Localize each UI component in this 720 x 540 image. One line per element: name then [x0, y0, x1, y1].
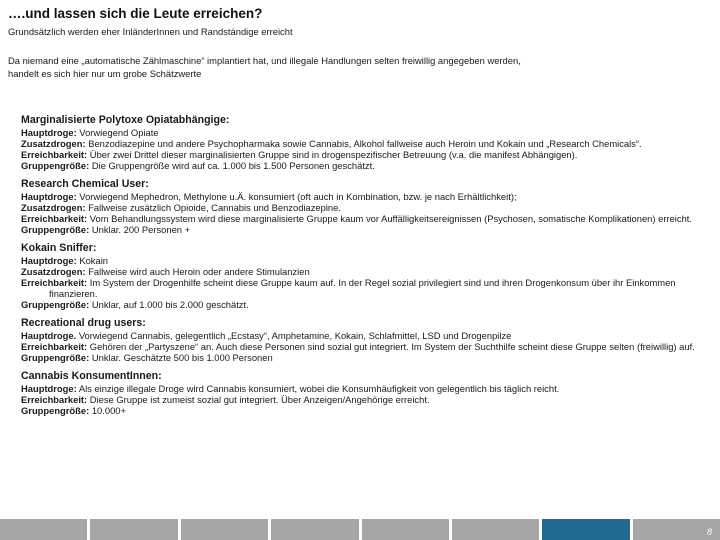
group-research-chemical-users — [21, 177, 711, 235]
line-text: Unklar, auf 1.000 bis 2.000 geschätzt. — [89, 299, 249, 310]
group-cocaine-sniffers — [21, 241, 711, 310]
line-label: Erreichbarkeit: — [21, 341, 88, 352]
group-cannabis-users — [21, 369, 711, 416]
line-text: Vorwiegend Cannabis, gelegentlich „Ecstasy“, Amphetamine, Kokain, Schlafmittel, LSD und Drogenpilze — [76, 330, 512, 341]
intro-text — [8, 54, 698, 80]
line-text: Fallweise zusätzlich Opioide, Cannabis und Benzodiazepine. — [85, 202, 341, 213]
group-line — [21, 341, 711, 352]
group-line — [21, 202, 711, 213]
line-text: Vorwiegend Mephedron, Methylone u.Ä. konsumiert (oft auch in Kombination, bzw. je nach Erhältlichkeit); — [76, 191, 517, 202]
group-line — [21, 383, 711, 394]
line-label: Hauptdroge. — [21, 330, 77, 341]
group-line — [21, 330, 711, 341]
line-text: Diese Gruppe ist zumeist sozial gut integriert. Über Anzeigen/Angehörige erreicht. — [87, 394, 430, 405]
group-line — [21, 127, 711, 138]
group-line — [21, 191, 711, 202]
group-heading: Marginalisierte Polytoxe Opiatabhängige: — [21, 114, 230, 126]
line-label: Gruppengröße: — [21, 352, 90, 363]
line-label: Hauptdroge: — [21, 127, 77, 138]
footer-segment-active — [542, 519, 629, 540]
user-groups — [21, 113, 711, 422]
line-text: Über zwei Drittel dieser marginalisierten Gruppe sind in drogenspezifischer Betreuung (v.a. die manifest Abhängigen). — [87, 149, 578, 160]
line-label: Hauptdroge: — [21, 383, 77, 394]
footer-segment — [90, 519, 177, 540]
line-text: Gehören der „Partyszene“ an. Auch diese Personen sind sozial gut integriert. Im System der Suchthilfe scheint diese Gruppe selten (freiwillig) auf. — [87, 341, 695, 352]
line-label: Gruppengröße: — [21, 405, 90, 416]
slide-subtitle: Grundsätzlich werden eher InländerInnen und Randständige erreicht — [8, 26, 293, 37]
intro-line: Da niemand eine „automatische Zählmaschine“ implantiert hat, und illegale Handlungen selten freiwillig angegeben werden, — [8, 55, 521, 66]
line-text: Unklar. Geschätzte 500 bis 1.000 Personen — [89, 352, 273, 363]
line-label: Hauptdroge: — [21, 255, 77, 266]
footer-segment — [452, 519, 539, 540]
group-line — [21, 266, 711, 277]
group-line — [21, 394, 711, 405]
line-text: Benzodiazepine und andere Psychopharmaka sowie Cannabis, Alkohol fallweise auch Heroin und Kokain und „Research Chemicals“. — [85, 138, 642, 149]
line-text: Fallweise wird auch Heroin oder andere Stimulanzien — [85, 266, 310, 277]
group-line — [21, 213, 711, 224]
line-text: Kokain — [76, 255, 109, 266]
group-line — [21, 277, 711, 299]
group-recreational-users — [21, 316, 711, 363]
line-label: Erreichbarkeit: — [21, 149, 88, 160]
footer-segment — [181, 519, 268, 540]
footer-segment — [0, 519, 87, 540]
line-label: Zusatzdrogen: — [21, 202, 86, 213]
line-text: Vom Behandlungssystem wird diese marginalisierte Gruppe kaum vor Auffälligkeitsereignissen (Psychosen, somatische Komplikationen) erreicht. — [87, 213, 692, 224]
slide-title: ….und lassen sich die Leute erreichen? — [8, 6, 263, 21]
line-label: Erreichbarkeit: — [21, 277, 88, 288]
group-line — [21, 149, 711, 160]
line-text: 10.000+ — [89, 405, 126, 416]
line-label: Gruppengröße: — [21, 299, 90, 310]
group-line — [21, 160, 711, 171]
line-label: Erreichbarkeit: — [21, 213, 88, 224]
group-line — [21, 352, 711, 363]
group-line — [21, 255, 711, 266]
line-label: Erreichbarkeit: — [21, 394, 88, 405]
group-opiate-users — [21, 113, 711, 171]
group-heading: Cannabis KonsumentInnen: — [21, 370, 162, 382]
line-label: Gruppengröße: — [21, 224, 90, 235]
footer-segment — [362, 519, 449, 540]
line-label: Zusatzdrogen: — [21, 138, 86, 149]
line-label: Gruppengröße: — [21, 160, 90, 171]
group-line — [21, 138, 711, 149]
group-line — [21, 405, 711, 416]
line-text: Vorwiegend Opiate — [76, 127, 159, 138]
line-label: Hauptdroge: — [21, 191, 77, 202]
footer-segment — [271, 519, 358, 540]
page-number: 8 — [706, 527, 712, 537]
line-label: Zusatzdrogen: — [21, 266, 86, 277]
group-heading: Recreational drug users: — [21, 317, 146, 329]
line-text: Als einzige illegale Droge wird Cannabis konsumiert, wobei die Konsumhäufigkeit von gelegentlich bis täglich reicht. — [76, 383, 560, 394]
group-heading: Kokain Sniffer: — [21, 242, 97, 254]
line-text: Im System der Drogenhilfe scheint diese Gruppe kaum auf. In der Regel sozial privilegiert sind und ihren Drogenkonsum über ihr Einkommen finanzieren. — [49, 277, 676, 299]
line-text: Die Gruppengröße wird auf ca. 1.000 bis 1.500 Personen geschätzt. — [89, 160, 375, 171]
intro-line: handelt es sich hier nur um grobe Schätzwerte — [8, 68, 202, 79]
footer-bar — [0, 519, 720, 540]
group-heading: Research Chemical User: — [21, 178, 149, 190]
group-line — [21, 224, 711, 235]
group-line — [21, 299, 711, 310]
line-text: Unklar. 200 Personen + — [89, 224, 191, 235]
